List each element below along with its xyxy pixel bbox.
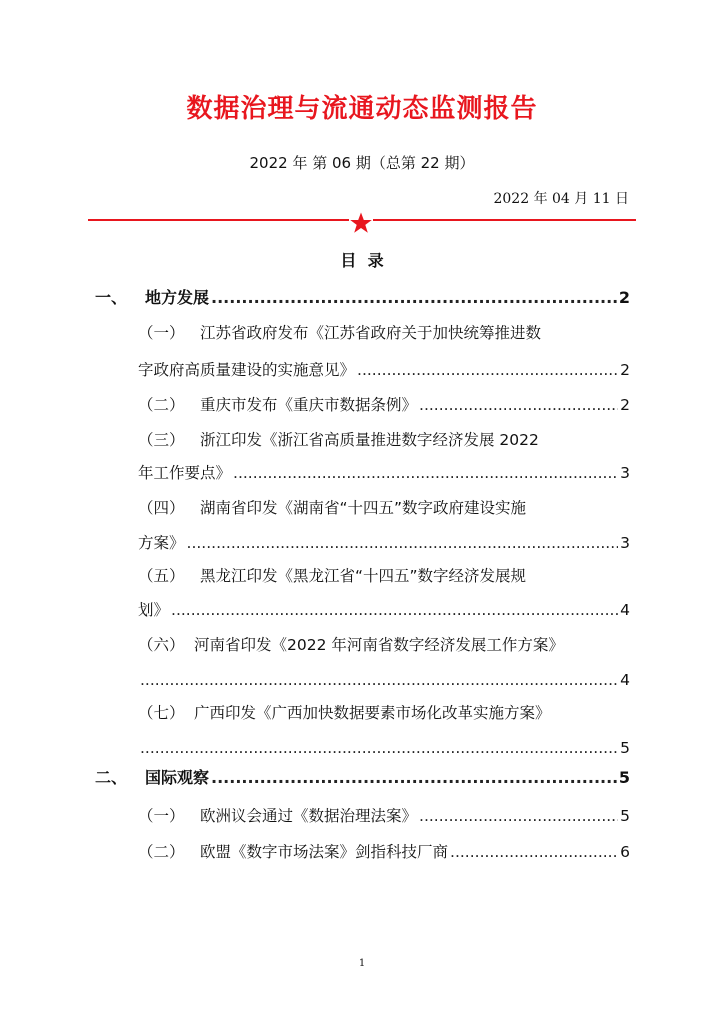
toc-item-1-4-line1[interactable] [138,498,630,518]
toc-page-number: 3 [620,534,630,552]
toc-section-number: 二、 [95,768,128,787]
toc-page-number: 2 [618,288,630,307]
toc-item-text: 广西印发《广西加快数据要素市场化改革实施方案》 [194,704,551,722]
toc-page-number: 2 [620,361,630,379]
toc-item-number: （三） [138,431,185,449]
toc-page-number: 3 [620,464,630,482]
toc-item-text: 欧盟《数字市场法案》剑指科技厂商 [200,843,449,861]
toc-item-number: （二） [138,396,185,414]
issue-date: 2022 年 04 月 11 日 [493,191,629,207]
toc-item-1-3-line2[interactable] [138,463,630,483]
toc-leader-dots [211,768,617,788]
toc-heading: 目 录 [340,251,384,270]
toc-item-2-1[interactable] [138,806,630,826]
toc-item-1-6-line1[interactable] [138,635,638,655]
issue-number: 2022 年 第 06 期（总第 22 期） [249,154,475,172]
toc-item-text: 河南省印发《2022 年河南省数字经济发展工作方案》 [194,636,564,654]
toc-section-label: 国际观察 [145,768,210,787]
page-number: 1 [358,958,366,969]
toc-section-2[interactable] [95,768,630,788]
report-title: 数据治理与流通动态监测报告 [186,94,538,124]
toc-section-1[interactable] [95,288,630,308]
toc-item-text: 字政府高质量建设的实施意见》 [138,361,356,379]
toc-item-1-7-line2[interactable] [138,738,630,758]
toc-item-text: 年工作要点》 [138,464,232,482]
toc-item-2-2[interactable] [138,842,630,862]
toc-item-number: （二） [138,843,185,861]
toc-item-1-1-line2[interactable] [138,360,630,380]
toc-page-number: 5 [620,807,630,825]
toc-item-text: 浙江印发《浙江省高质量推进数字经济发展 2022 [200,431,539,449]
toc-leader-dots [450,842,618,862]
toc-page-number: 5 [620,739,630,757]
toc-item-1-1-line1[interactable] [138,323,630,343]
toc-leader-dots [419,395,618,415]
toc-section-label: 地方发展 [145,288,210,307]
toc-item-number: （七） [138,704,185,722]
toc-leader-dots [357,360,618,380]
toc-item-text: 江苏省政府发布《江苏省政府关于加快统筹推进数 [200,324,542,342]
toc-page-number: 4 [620,671,630,689]
toc-item-text: 重庆市发布《重庆市数据条例》 [200,396,418,414]
toc-item-text: 黑龙江印发《黑龙江省“十四五”数字经济发展规 [200,567,527,585]
toc-page-number: 2 [620,396,630,414]
toc-section-number: 一、 [95,288,128,307]
toc-item-1-5-line1[interactable] [138,566,630,586]
toc-item-number: （六） [138,636,185,654]
toc-item-text: 湖南省印发《湖南省“十四五”数字政府建设实施 [200,499,527,517]
toc-leader-dots [419,806,618,826]
toc-item-1-4-line2[interactable] [138,533,630,553]
toc-item-1-2[interactable] [138,395,630,415]
toc-item-1-7-line1[interactable] [138,703,638,723]
toc-leader-dots [140,670,618,690]
toc-item-number: （一） [138,324,185,342]
toc-item-1-5-line2[interactable] [138,600,630,620]
star-icon [349,211,373,235]
toc-leader-dots [187,533,619,553]
toc-item-text: 欧洲议会通过《数据治理法案》 [200,807,418,825]
toc-leader-dots [171,600,618,620]
toc-page-number: 6 [620,843,630,861]
toc-leader-dots [211,288,617,308]
toc-item-number: （五） [138,567,185,585]
toc-item-text: 划》 [138,601,170,619]
toc-leader-dots [140,738,618,758]
toc-page-number: 5 [618,768,630,787]
toc-leader-dots [233,463,618,483]
toc-item-number: （一） [138,807,185,825]
toc-item-1-6-line2[interactable] [138,670,630,690]
toc-item-number: （四） [138,499,185,517]
toc-item-1-3-line1[interactable] [138,430,630,450]
toc-page-number: 4 [620,601,630,619]
toc-item-text: 方案》 [138,534,185,552]
